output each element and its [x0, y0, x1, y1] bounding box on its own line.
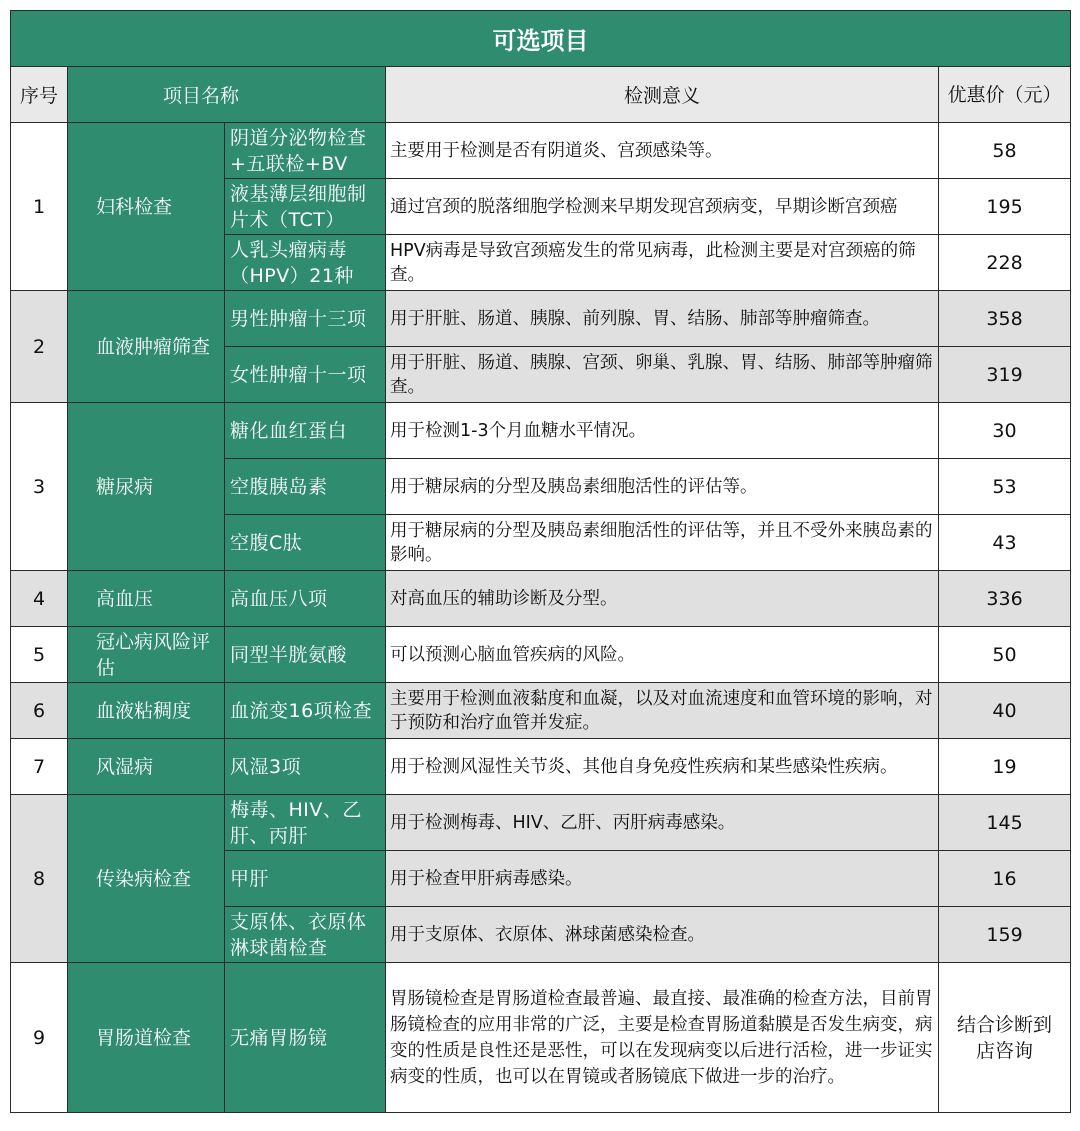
group-number: 5	[11, 627, 68, 683]
item-name: 糖化血红蛋白	[225, 403, 386, 459]
item-name: 阴道分泌物检查+五联检+BV	[225, 123, 386, 179]
item-description: 用于支原体、衣原体、淋球菌感染检查。	[386, 907, 939, 963]
item-price: 358	[939, 291, 1071, 347]
item-price: 145	[939, 795, 1071, 851]
item-description: 用于肝脏、肠道、胰腺、宫颈、卵巢、乳腺、胃、结肠、肺部等肿瘤筛查。	[386, 347, 939, 403]
table-row	[11, 291, 1071, 347]
group-number: 7	[11, 739, 68, 795]
item-name: 液基薄层细胞制片术（TCT）	[225, 179, 386, 235]
item-price: 319	[939, 347, 1071, 403]
item-description: 用于检查甲肝病毒感染。	[386, 851, 939, 907]
item-price: 228	[939, 235, 1071, 291]
group-category: 胃肠道检查	[68, 963, 225, 1113]
item-price: 50	[939, 627, 1071, 683]
group-number: 9	[11, 963, 68, 1113]
item-name: 高血压八项	[225, 571, 386, 627]
group-number: 3	[11, 403, 68, 571]
group-number: 6	[11, 683, 68, 739]
table-title: 可选项目	[11, 11, 1071, 67]
item-price: 16	[939, 851, 1071, 907]
item-price: 336	[939, 571, 1071, 627]
item-price: 43	[939, 515, 1071, 571]
item-description: 可以预测心脑血管疾病的风险。	[386, 627, 939, 683]
table-row	[11, 403, 1071, 459]
header-no: 序号	[11, 67, 68, 123]
item-name: 空腹C肽	[225, 515, 386, 571]
table-row	[11, 627, 1071, 683]
item-price: 195	[939, 179, 1071, 235]
table-row	[11, 571, 1071, 627]
header-price: 优惠价（元）	[939, 67, 1071, 123]
item-price: 结合诊断到店咨询	[939, 963, 1071, 1113]
group-category: 糖尿病	[68, 403, 225, 571]
item-description: 对高血压的辅助诊断及分型。	[386, 571, 939, 627]
item-description: HPV病毒是导致宫颈癌发生的常见病毒，此检测主要是对宫颈癌的筛查。	[386, 235, 939, 291]
item-price: 40	[939, 683, 1071, 739]
table-row	[11, 739, 1071, 795]
group-number: 8	[11, 795, 68, 963]
group-category: 风湿病	[68, 739, 225, 795]
header-meaning: 检测意义	[386, 67, 939, 123]
group-number: 2	[11, 291, 68, 403]
item-description: 主要用于检测血液黏度和血凝，以及对血流速度和血管环境的影响，对于预防和治疗血管并发症。	[386, 683, 939, 739]
group-number: 1	[11, 123, 68, 291]
item-description: 用于糖尿病的分型及胰岛素细胞活性的评估等，并且不受外来胰岛素的影响。	[386, 515, 939, 571]
item-description: 用于检测风湿性关节炎、其他自身免疫性疾病和某些感染性疾病。	[386, 739, 939, 795]
item-description: 用于检测1-3个月血糖水平情况。	[386, 403, 939, 459]
item-name: 风湿3项	[225, 739, 386, 795]
item-name: 甲肝	[225, 851, 386, 907]
item-name: 无痛胃肠镜	[225, 963, 386, 1113]
item-description: 用于检测梅毒、HIV、乙肝、丙肝病毒感染。	[386, 795, 939, 851]
item-price: 159	[939, 907, 1071, 963]
group-category: 妇科检查	[68, 123, 225, 291]
item-price: 30	[939, 403, 1071, 459]
item-name: 人乳头瘤病毒（HPV）21种	[225, 235, 386, 291]
item-name: 支原体、衣原体淋球菌检查	[225, 907, 386, 963]
price-list-table-container	[10, 10, 1070, 1113]
item-name: 血流变16项检查	[225, 683, 386, 739]
optional-items-table	[10, 10, 1071, 1113]
header-item-name: 项目名称	[68, 67, 386, 123]
group-category: 传染病检查	[68, 795, 225, 963]
item-price: 19	[939, 739, 1071, 795]
group-number: 4	[11, 571, 68, 627]
item-description: 主要用于检测是否有阴道炎、宫颈感染等。	[386, 123, 939, 179]
group-category: 高血压	[68, 571, 225, 627]
item-description: 通过宫颈的脱落细胞学检测来早期发现宫颈病变，早期诊断宫颈癌	[386, 179, 939, 235]
item-name: 女性肿瘤十一项	[225, 347, 386, 403]
group-category: 血液粘稠度	[68, 683, 225, 739]
group-category: 冠心病风险评估	[68, 627, 225, 683]
table-row	[11, 795, 1071, 851]
item-name: 空腹胰岛素	[225, 459, 386, 515]
item-name: 男性肿瘤十三项	[225, 291, 386, 347]
item-name: 同型半胱氨酸	[225, 627, 386, 683]
item-name: 梅毒、HIV、乙肝、丙肝	[225, 795, 386, 851]
group-category: 血液肿瘤筛查	[68, 291, 225, 403]
item-price: 58	[939, 123, 1071, 179]
item-description: 用于肝脏、肠道、胰腺、前列腺、胃、结肠、肺部等肿瘤筛查。	[386, 291, 939, 347]
item-description: 胃肠镜检查是胃肠道检查最普遍、最直接、最准确的检查方法，目前胃肠镜检查的应用非常的广泛，主要是检查胃肠道黏膜是否发生病变，病变的性质是良性还是恶性，可以在发现病变以后进行活检，进一步证实病变的性质，也可以在胃镜或者肠镜底下做进一步的治疗。	[386, 963, 939, 1113]
item-description: 用于糖尿病的分型及胰岛素细胞活性的评估等。	[386, 459, 939, 515]
table-row	[11, 123, 1071, 179]
table-row	[11, 683, 1071, 739]
table-row	[11, 963, 1071, 1113]
item-price: 53	[939, 459, 1071, 515]
